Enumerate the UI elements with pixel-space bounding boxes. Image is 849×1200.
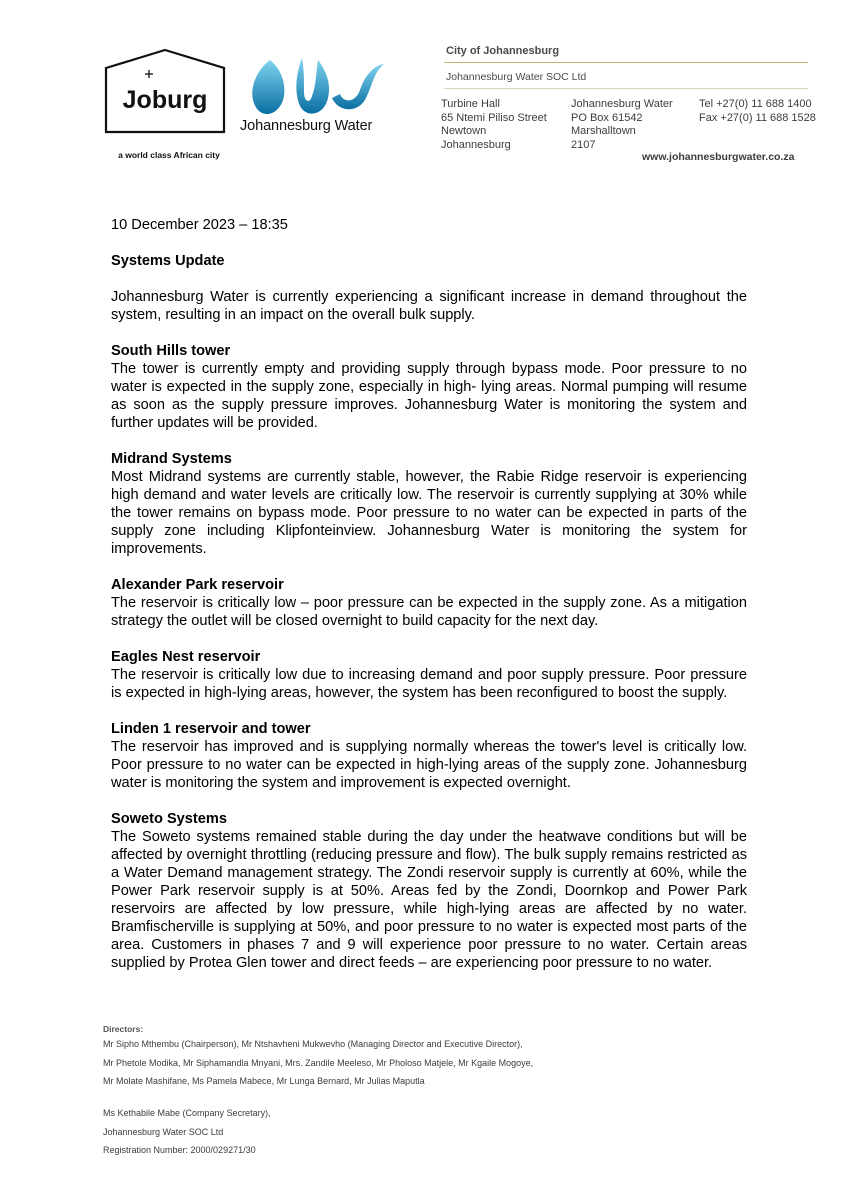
section-heading: Midrand Systems <box>111 451 232 467</box>
section-text: The reservoir is critically low – poor pressure can be expected in the supply zone. As a mitigation strategy the outlet will be closed overnight to build capacity for the next day. <box>111 595 747 629</box>
address-line: 65 Ntemi Piliso Street <box>441 111 547 124</box>
contact-details <box>699 98 816 125</box>
registration-number: Registration Number: 2000/029271/30 <box>103 1145 256 1155</box>
directors-line: Mr Phetole Modika, Mr Siphamandla Mnyani, Mrs. Zandile Meeleso, Mr Pholoso Matjele, Mr Kgaile Mogoye, <box>103 1057 534 1068</box>
section-south-hills <box>111 342 747 432</box>
svg-text:Joburg: Joburg <box>122 86 208 114</box>
directors-label: Directors: <box>103 1024 144 1034</box>
website-link[interactable]: www.johannesburgwater.co.za <box>642 151 795 163</box>
section-heading: Linden 1 reservoir and tower <box>111 721 311 737</box>
section-text: The reservoir has improved and is supplying normally whereas the tower's level is critically low. Poor pressure to no water can be expected in high-lying areas of the supply zone. Johannesburg water is monitoring the system and improvement is expected overnight. <box>111 739 747 791</box>
address-line: PO Box 61542 <box>571 111 643 124</box>
section-heading: South Hills tower <box>111 343 231 359</box>
address-line: 2107 <box>571 138 596 151</box>
telephone: Tel +27(0) 11 688 1400 <box>699 98 812 110</box>
section-linden <box>111 720 747 792</box>
intro-paragraph: Johannesburg Water is currently experiencing a significant increase in demand throughout the system, resulting in an impact on the overall bulk supply. <box>111 289 747 323</box>
section-heading: Alexander Park reservoir <box>111 577 284 593</box>
section-text: Most Midrand systems are currently stable, however, the Rabie Ridge reservoir is experiencing high demand and water levels are critically low. The reservoir is currently supplying at 30% while the tower remains on bypass mode. Poor pressure to no water can be expected in parts of the supply zone including Klipfonteinview. Johannesburg Water is monitoring the system for improvements. <box>111 469 747 557</box>
directors-line: Mr Sipho Mthembu (Chairperson), Mr Ntshavheni Mukwevho (Managing Director and Executive Director), <box>103 1039 523 1049</box>
directors-list <box>103 1035 533 1091</box>
city-name: City of Johannesburg <box>446 45 560 57</box>
section-midrand <box>111 450 747 558</box>
section-text: The tower is currently empty and providing supply through bypass mode. Poor pressure to no water is expected in the supply zone, especially in high- lying areas. Normal pumping will resume as soon as the supply pressure improves. Johannesburg Water is monitoring the system and further updates will be provided. <box>111 361 747 431</box>
header-divider <box>444 88 808 89</box>
footer-company-name: Johannesburg Water SOC Ltd <box>103 1126 224 1137</box>
joburg-tagline: a world class African city <box>118 150 220 160</box>
section-alexander-park <box>111 576 747 630</box>
address-line: Johannesburg <box>441 138 511 151</box>
section-eagles-nest <box>111 648 747 702</box>
address-line: Newtown <box>441 125 487 137</box>
physical-address <box>441 98 547 152</box>
directors-line: Mr Molate Mashifane, Ms Pamela Mabece, Mr Lunga Bernard, Mr Julias Maputla <box>103 1076 425 1086</box>
section-text: The Soweto systems remained stable during the day under the heatwave conditions but will be affected by overnight throttling (reducing pressure and flow). The bulk supply remains restricted as a Water Demand management strategy. The Zondi reservoir supply is currently at 60%, while the Power Park reservoir supply is at 50%. Areas fed by the Zondi, Doornkop and Power Park reservoirs are affected by low pressure, while high-lying areas are affected by no water. Bramfischerville is supplying at 50%, and poor pressure to no water is expected most parts of the area. Customers in phases 7 and 9 will experience poor pressure to no water. Certain areas supplied by Protea Glen tower and direct feeds – are experiencing poor pressure to no water. <box>111 829 747 971</box>
section-soweto <box>111 810 747 972</box>
section-text: The reservoir is critically low due to increasing demand and poor supply pressure. Poor pressure is expected in high-lying areas, however, the system has been reconfigured to boost the supply. <box>111 667 747 701</box>
header-divider <box>444 62 808 63</box>
section-heading: Eagles Nest reservoir <box>111 649 261 665</box>
postal-address <box>571 98 673 152</box>
company-registration-block <box>103 1104 271 1160</box>
section-heading: Soweto Systems <box>111 811 227 827</box>
address-line: Johannesburg Water <box>571 98 673 110</box>
company-secretary: Ms Kethabile Mabe (Company Secretary), <box>103 1108 271 1118</box>
document-body <box>111 216 747 972</box>
company-name: Johannesburg Water SOC Ltd <box>446 71 587 83</box>
document-title: Systems Update <box>111 253 225 269</box>
address-line: Turbine Hall <box>441 98 500 110</box>
address-line: Marshalltown <box>571 125 636 137</box>
document-date: 10 December 2023 – 18:35 <box>111 217 288 233</box>
joburg-logo <box>104 48 226 134</box>
fax: Fax +27(0) 11 688 1528 <box>699 111 816 124</box>
johannesburg-water-wordmark: Johannesburg Water <box>240 118 373 134</box>
